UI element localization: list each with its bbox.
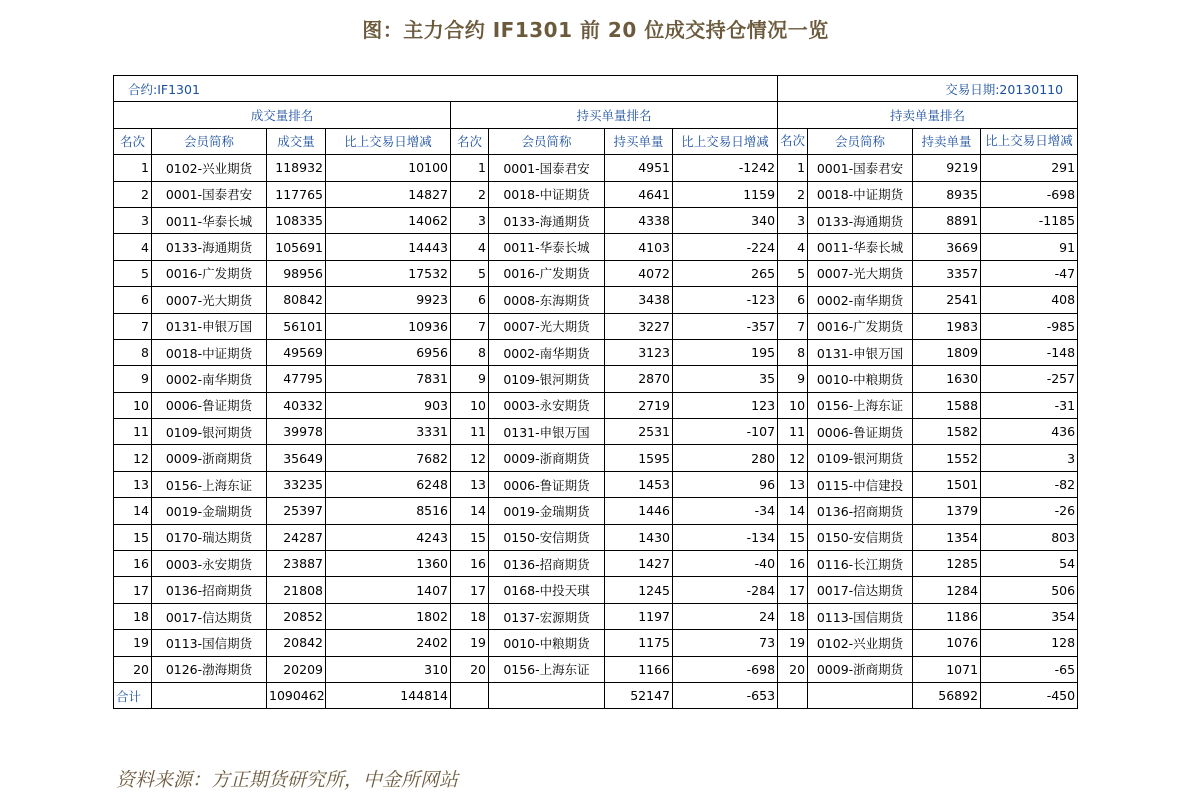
rank-cell: 2	[114, 181, 152, 207]
col-sell: 持卖单量	[913, 128, 981, 154]
sell-change-cell: 803	[981, 524, 1078, 550]
sell-member-cell: 0002-南华期货	[808, 287, 913, 313]
sell-volume-cell: 1186	[913, 603, 981, 629]
empty-cell	[489, 682, 605, 708]
buy-volume-cell: 2719	[605, 392, 673, 418]
col-buy-change: 比上交易日增减	[673, 128, 778, 154]
rank-cell: 14	[451, 498, 489, 524]
volume-member-cell: 0018-中证期货	[152, 339, 267, 365]
total-volume-change: 144814	[326, 682, 451, 708]
table-row	[114, 260, 1078, 286]
sell-member-cell: 0006-鲁证期货	[808, 419, 913, 445]
sell-change-cell: -148	[981, 339, 1078, 365]
column-header-row	[114, 128, 1078, 154]
col-rank: 名次	[778, 128, 808, 154]
volume-member-cell: 0002-南华期货	[152, 366, 267, 392]
sell-change-cell: -47	[981, 260, 1078, 286]
buy-member-cell: 0001-国泰君安	[489, 155, 605, 181]
buy-member-cell: 0009-浙商期货	[489, 445, 605, 471]
volume-cell: 108335	[267, 207, 326, 233]
volume-member-cell: 0001-国泰君安	[152, 181, 267, 207]
rank-cell: 19	[451, 630, 489, 656]
volume-cell: 98956	[267, 260, 326, 286]
sell-volume-cell: 1354	[913, 524, 981, 550]
volume-member-cell: 0133-海通期货	[152, 234, 267, 260]
section-buy-ranking: 持买单量排名	[451, 102, 778, 128]
volume-change-cell: 903	[326, 392, 451, 418]
buy-volume-cell: 4072	[605, 260, 673, 286]
buy-member-cell: 0003-永安期货	[489, 392, 605, 418]
sell-change-cell: -698	[981, 181, 1078, 207]
rank-cell: 4	[778, 234, 808, 260]
sell-change-cell: -65	[981, 656, 1078, 682]
totals-label: 合计	[114, 682, 152, 708]
buy-change-cell: 96	[673, 471, 778, 497]
sell-volume-cell: 1379	[913, 498, 981, 524]
col-volume: 成交量	[267, 128, 326, 154]
volume-cell: 105691	[267, 234, 326, 260]
sell-member-cell: 0156-上海东证	[808, 392, 913, 418]
volume-member-cell: 0126-渤海期货	[152, 656, 267, 682]
buy-volume-cell: 4951	[605, 155, 673, 181]
rank-cell: 7	[451, 313, 489, 339]
volume-member-cell: 0019-金瑞期货	[152, 498, 267, 524]
buy-volume-cell: 4103	[605, 234, 673, 260]
volume-change-cell: 4243	[326, 524, 451, 550]
rank-cell: 7	[778, 313, 808, 339]
volume-change-cell: 10936	[326, 313, 451, 339]
sell-member-cell: 0116-长江期货	[808, 551, 913, 577]
rank-cell: 9	[451, 366, 489, 392]
volume-cell: 20209	[267, 656, 326, 682]
buy-volume-cell: 4641	[605, 181, 673, 207]
total-volume: 1090462	[267, 682, 326, 708]
buy-volume-cell: 1175	[605, 630, 673, 656]
buy-change-cell: 1159	[673, 181, 778, 207]
sell-volume-cell: 1285	[913, 551, 981, 577]
sell-change-cell: 54	[981, 551, 1078, 577]
info-row	[114, 76, 1078, 102]
sell-volume-cell: 3357	[913, 260, 981, 286]
page-title: 图：主力合约 IF1301 前 20 位成交持仓情况一览	[362, 18, 829, 42]
rank-cell: 13	[114, 471, 152, 497]
rank-cell: 12	[114, 445, 152, 471]
sell-volume-cell: 8891	[913, 207, 981, 233]
buy-member-cell: 0002-南华期货	[489, 339, 605, 365]
rank-cell: 7	[114, 313, 152, 339]
rank-cell: 4	[451, 234, 489, 260]
sell-change-cell: -26	[981, 498, 1078, 524]
rank-cell: 11	[451, 419, 489, 445]
rank-cell: 15	[114, 524, 152, 550]
rank-cell: 20	[114, 656, 152, 682]
table-row	[114, 392, 1078, 418]
position-ranking-table	[113, 75, 1078, 709]
volume-change-cell: 17532	[326, 260, 451, 286]
sell-volume-cell: 9219	[913, 155, 981, 181]
volume-cell: 47795	[267, 366, 326, 392]
rank-cell: 9	[778, 366, 808, 392]
volume-change-cell: 8516	[326, 498, 451, 524]
sell-volume-cell: 1076	[913, 630, 981, 656]
volume-change-cell: 14443	[326, 234, 451, 260]
buy-member-cell: 0150-安信期货	[489, 524, 605, 550]
volume-member-cell: 0017-信达期货	[152, 603, 267, 629]
buy-member-cell: 0109-银河期货	[489, 366, 605, 392]
volume-cell: 118932	[267, 155, 326, 181]
rank-cell: 18	[778, 603, 808, 629]
buy-change-cell: 265	[673, 260, 778, 286]
table-row	[114, 155, 1078, 181]
volume-cell: 33235	[267, 471, 326, 497]
buy-member-cell: 0016-广发期货	[489, 260, 605, 286]
volume-cell: 24287	[267, 524, 326, 550]
rank-cell: 13	[451, 471, 489, 497]
rank-cell: 3	[778, 207, 808, 233]
sell-member-cell: 0115-中信建投	[808, 471, 913, 497]
sell-volume-cell: 1809	[913, 339, 981, 365]
volume-member-cell: 0156-上海东证	[152, 471, 267, 497]
contract-label: 合约:IF1301	[114, 76, 778, 102]
buy-change-cell: -284	[673, 577, 778, 603]
section-header-row	[114, 102, 1078, 128]
col-buy: 持买单量	[605, 128, 673, 154]
buy-member-cell: 0131-申银万国	[489, 419, 605, 445]
buy-change-cell: 340	[673, 207, 778, 233]
volume-member-cell: 0131-申银万国	[152, 313, 267, 339]
volume-change-cell: 1360	[326, 551, 451, 577]
sell-member-cell: 0102-兴业期货	[808, 630, 913, 656]
trade-date-label: 交易日期:20130110	[778, 76, 1078, 102]
col-volume-change: 比上交易日增减	[326, 128, 451, 154]
buy-volume-cell: 2531	[605, 419, 673, 445]
buy-member-cell: 0156-上海东证	[489, 656, 605, 682]
table-row	[114, 339, 1078, 365]
buy-change-cell: -224	[673, 234, 778, 260]
rank-cell: 9	[114, 366, 152, 392]
section-sell-ranking: 持卖单量排名	[778, 102, 1078, 128]
volume-change-cell: 7682	[326, 445, 451, 471]
rank-cell: 16	[451, 551, 489, 577]
col-member: 会员简称	[808, 128, 913, 154]
volume-change-cell: 7831	[326, 366, 451, 392]
volume-change-cell: 9923	[326, 287, 451, 313]
table-row	[114, 524, 1078, 550]
rank-cell: 18	[451, 603, 489, 629]
buy-change-cell: 280	[673, 445, 778, 471]
buy-member-cell: 0018-中证期货	[489, 181, 605, 207]
volume-cell: 20842	[267, 630, 326, 656]
volume-member-cell: 0109-银河期货	[152, 419, 267, 445]
table-row	[114, 207, 1078, 233]
sell-change-cell: -985	[981, 313, 1078, 339]
sell-volume-cell: 1552	[913, 445, 981, 471]
buy-member-cell: 0011-华泰长城	[489, 234, 605, 260]
sell-member-cell: 0017-信达期货	[808, 577, 913, 603]
volume-cell: 25397	[267, 498, 326, 524]
table-row	[114, 630, 1078, 656]
sell-change-cell: 91	[981, 234, 1078, 260]
sell-change-cell: 436	[981, 419, 1078, 445]
rank-cell: 5	[778, 260, 808, 286]
rank-cell: 3	[451, 207, 489, 233]
col-rank: 名次	[451, 128, 489, 154]
rank-cell: 5	[451, 260, 489, 286]
rank-cell: 10	[114, 392, 152, 418]
buy-volume-cell: 3123	[605, 339, 673, 365]
table-row	[114, 551, 1078, 577]
buy-volume-cell: 4338	[605, 207, 673, 233]
sell-change-cell: 3	[981, 445, 1078, 471]
volume-cell: 35649	[267, 445, 326, 471]
buy-volume-cell: 1166	[605, 656, 673, 682]
rank-cell: 1	[778, 155, 808, 181]
sell-volume-cell: 1071	[913, 656, 981, 682]
buy-member-cell: 0008-东海期货	[489, 287, 605, 313]
rank-cell: 8	[114, 339, 152, 365]
buy-change-cell: -123	[673, 287, 778, 313]
total-buy-change: -653	[673, 682, 778, 708]
buy-member-cell: 0133-海通期货	[489, 207, 605, 233]
sell-volume-cell: 1630	[913, 366, 981, 392]
buy-volume-cell: 1245	[605, 577, 673, 603]
sell-change-cell: 506	[981, 577, 1078, 603]
sell-volume-cell: 8935	[913, 181, 981, 207]
rank-cell: 1	[114, 155, 152, 181]
buy-member-cell: 0137-宏源期货	[489, 603, 605, 629]
sell-change-cell: -1185	[981, 207, 1078, 233]
sell-member-cell: 0150-安信期货	[808, 524, 913, 550]
rank-cell: 20	[451, 656, 489, 682]
volume-cell: 40332	[267, 392, 326, 418]
volume-member-cell: 0009-浙商期货	[152, 445, 267, 471]
table-row	[114, 366, 1078, 392]
volume-member-cell: 0003-永安期货	[152, 551, 267, 577]
rank-cell: 6	[114, 287, 152, 313]
buy-member-cell: 0136-招商期货	[489, 551, 605, 577]
buy-change-cell: 73	[673, 630, 778, 656]
rank-cell: 10	[451, 392, 489, 418]
section-volume-ranking: 成交量排名	[114, 102, 451, 128]
table-row	[114, 471, 1078, 497]
table-row	[114, 498, 1078, 524]
rank-cell: 20	[778, 656, 808, 682]
rank-cell: 13	[778, 471, 808, 497]
sell-volume-cell: 3669	[913, 234, 981, 260]
rank-cell: 5	[114, 260, 152, 286]
table-row	[114, 181, 1078, 207]
rank-cell: 8	[778, 339, 808, 365]
sell-change-cell: 291	[981, 155, 1078, 181]
rank-cell: 3	[114, 207, 152, 233]
sell-volume-cell: 1983	[913, 313, 981, 339]
volume-cell: 49569	[267, 339, 326, 365]
table-row	[114, 287, 1078, 313]
sell-member-cell: 0018-中证期货	[808, 181, 913, 207]
empty-cell	[778, 682, 808, 708]
buy-volume-cell: 3438	[605, 287, 673, 313]
volume-member-cell: 0102-兴业期货	[152, 155, 267, 181]
sell-change-cell: 128	[981, 630, 1078, 656]
sell-member-cell: 0010-中粮期货	[808, 366, 913, 392]
volume-member-cell: 0136-招商期货	[152, 577, 267, 603]
rank-cell: 14	[114, 498, 152, 524]
buy-change-cell: -134	[673, 524, 778, 550]
sell-member-cell: 0001-国泰君安	[808, 155, 913, 181]
buy-change-cell: -107	[673, 419, 778, 445]
buy-change-cell: -698	[673, 656, 778, 682]
rank-cell: 17	[451, 577, 489, 603]
sell-member-cell: 0011-华泰长城	[808, 234, 913, 260]
volume-change-cell: 14827	[326, 181, 451, 207]
sell-member-cell: 0113-国信期货	[808, 603, 913, 629]
sell-member-cell: 0016-广发期货	[808, 313, 913, 339]
volume-change-cell: 2402	[326, 630, 451, 656]
buy-change-cell: -34	[673, 498, 778, 524]
volume-change-cell: 310	[326, 656, 451, 682]
sell-member-cell: 0136-招商期货	[808, 498, 913, 524]
volume-cell: 23887	[267, 551, 326, 577]
col-rank: 名次	[114, 128, 152, 154]
buy-volume-cell: 1430	[605, 524, 673, 550]
volume-member-cell: 0016-广发期货	[152, 260, 267, 286]
volume-member-cell: 0007-光大期货	[152, 287, 267, 313]
table-row	[114, 577, 1078, 603]
rank-cell: 8	[451, 339, 489, 365]
buy-change-cell: 35	[673, 366, 778, 392]
sell-volume-cell: 1284	[913, 577, 981, 603]
buy-change-cell: 195	[673, 339, 778, 365]
empty-cell	[808, 682, 913, 708]
rank-cell: 2	[451, 181, 489, 207]
sell-member-cell: 0007-光大期货	[808, 260, 913, 286]
rank-cell: 10	[778, 392, 808, 418]
rank-cell: 4	[114, 234, 152, 260]
buy-change-cell: -1242	[673, 155, 778, 181]
buy-member-cell: 0019-金瑞期货	[489, 498, 605, 524]
col-member: 会员简称	[152, 128, 267, 154]
buy-member-cell: 0007-光大期货	[489, 313, 605, 339]
buy-volume-cell: 1595	[605, 445, 673, 471]
sell-member-cell: 0133-海通期货	[808, 207, 913, 233]
sell-member-cell: 0109-银河期货	[808, 445, 913, 471]
table-row	[114, 445, 1078, 471]
volume-change-cell: 3331	[326, 419, 451, 445]
table-row	[114, 656, 1078, 682]
buy-change-cell: -357	[673, 313, 778, 339]
sell-member-cell: 0131-申银万国	[808, 339, 913, 365]
rank-cell: 16	[778, 551, 808, 577]
buy-change-cell: 123	[673, 392, 778, 418]
rank-cell: 11	[114, 419, 152, 445]
buy-volume-cell: 1453	[605, 471, 673, 497]
volume-change-cell: 1802	[326, 603, 451, 629]
volume-change-cell: 1407	[326, 577, 451, 603]
sell-volume-cell: 1588	[913, 392, 981, 418]
rank-cell: 6	[778, 287, 808, 313]
volume-cell: 117765	[267, 181, 326, 207]
buy-volume-cell: 3227	[605, 313, 673, 339]
rank-cell: 12	[451, 445, 489, 471]
volume-change-cell: 10100	[326, 155, 451, 181]
sell-member-cell: 0009-浙商期货	[808, 656, 913, 682]
buy-change-cell: -40	[673, 551, 778, 577]
sell-change-cell: -31	[981, 392, 1078, 418]
rank-cell: 12	[778, 445, 808, 471]
sell-change-cell: -82	[981, 471, 1078, 497]
rank-cell: 6	[451, 287, 489, 313]
buy-member-cell: 0010-中粮期货	[489, 630, 605, 656]
table-row	[114, 313, 1078, 339]
volume-cell: 20852	[267, 603, 326, 629]
col-member: 会员简称	[489, 128, 605, 154]
table-row	[114, 419, 1078, 445]
volume-member-cell: 0006-鲁证期货	[152, 392, 267, 418]
sell-change-cell: -257	[981, 366, 1078, 392]
rank-cell: 15	[778, 524, 808, 550]
empty-cell	[152, 682, 267, 708]
total-buy: 52147	[605, 682, 673, 708]
buy-volume-cell: 1197	[605, 603, 673, 629]
buy-change-cell: 24	[673, 603, 778, 629]
rank-cell: 16	[114, 551, 152, 577]
buy-member-cell: 0006-鲁证期货	[489, 471, 605, 497]
sell-volume-cell: 1582	[913, 419, 981, 445]
volume-change-cell: 6248	[326, 471, 451, 497]
empty-cell	[451, 682, 489, 708]
volume-member-cell: 0011-华泰长城	[152, 207, 267, 233]
rank-cell: 11	[778, 419, 808, 445]
sell-volume-cell: 2541	[913, 287, 981, 313]
rank-cell: 17	[114, 577, 152, 603]
table-row	[114, 603, 1078, 629]
buy-volume-cell: 1446	[605, 498, 673, 524]
rank-cell: 14	[778, 498, 808, 524]
buy-volume-cell: 1427	[605, 551, 673, 577]
volume-change-cell: 14062	[326, 207, 451, 233]
total-sell: 56892	[913, 682, 981, 708]
rank-cell: 15	[451, 524, 489, 550]
buy-member-cell: 0168-中投天琪	[489, 577, 605, 603]
rank-cell: 1	[451, 155, 489, 181]
table-row	[114, 234, 1078, 260]
sell-change-cell: 354	[981, 603, 1078, 629]
rank-cell: 19	[114, 630, 152, 656]
volume-member-cell: 0170-瑞达期货	[152, 524, 267, 550]
volume-cell: 39978	[267, 419, 326, 445]
rank-cell: 2	[778, 181, 808, 207]
volume-cell: 56101	[267, 313, 326, 339]
rank-cell: 17	[778, 577, 808, 603]
totals-row	[114, 682, 1078, 708]
volume-cell: 21808	[267, 577, 326, 603]
rank-cell: 19	[778, 630, 808, 656]
sell-volume-cell: 1501	[913, 471, 981, 497]
col-sell-change: 比上交易日增减	[981, 128, 1078, 154]
volume-change-cell: 6956	[326, 339, 451, 365]
sell-change-cell: 408	[981, 287, 1078, 313]
total-sell-change: -450	[981, 682, 1078, 708]
source-note: 资料来源：方正期货研究所，中金所网站	[116, 769, 459, 791]
volume-cell: 80842	[267, 287, 326, 313]
rank-cell: 18	[114, 603, 152, 629]
volume-member-cell: 0113-国信期货	[152, 630, 267, 656]
buy-volume-cell: 2870	[605, 366, 673, 392]
